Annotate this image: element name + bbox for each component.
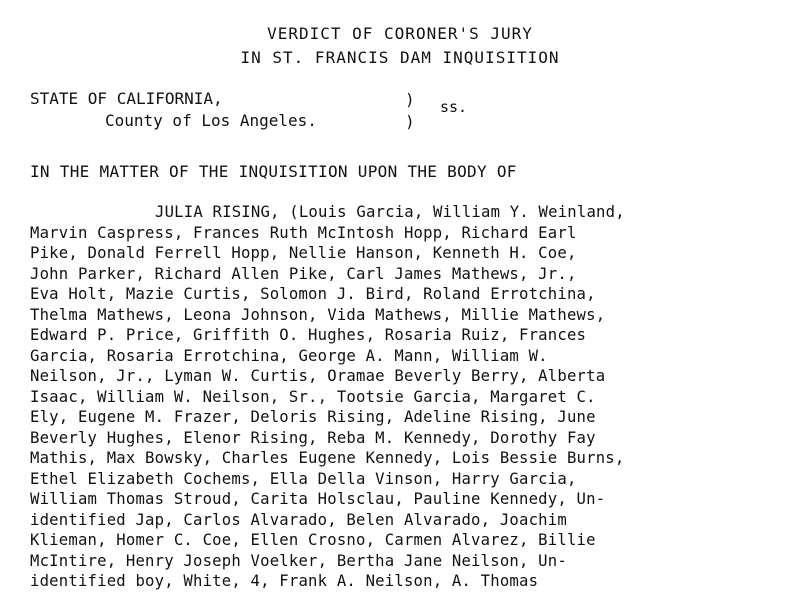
name-line: McIntire, Henry Joseph Voelker, Bertha Jane Neilson, Un- [30,551,567,570]
name-line: Ethel Elizabeth Cochems, Ella Della Vinson, Harry Garcia, [30,469,577,488]
venue-block [30,88,550,132]
venue-county: County of Los Angeles. [105,111,317,130]
name-line: identified Jap, Carlos Alvarado, Belen Alvarado, Joachim [30,510,567,529]
title-line-2: IN ST. FRANCIS DAM INQUISITION [240,48,560,67]
document-title [0,22,800,70]
name-line: identified boy, White, 4, Frank A. Neilson, A. Thomas [30,572,539,590]
name-line: JULIA RISING, (Louis Garcia, William Y. Weinland, [155,203,625,221]
name-line: Mathis, Max Bowsky, Charles Eugene Kennedy, Lois Bessie Burns, [30,449,625,467]
matter-heading: IN THE MATTER OF THE INQUISITION UPON THE BODY OF [30,162,517,181]
title-line-1: VERDICT OF CORONER'S JURY [267,24,533,43]
name-line: John Parker, Richard Allen Pike, Carl James Mathews, Jr., [30,264,577,283]
name-line: Eva Holt, Mazie Curtis, Solomon J. Bird, Roland Errotchina, [30,285,596,303]
name-line: Isaac, William W. Neilson, Sr., Tootsie Garcia, Margaret C. [30,387,596,406]
venue-brace: ) ) [405,90,415,131]
venue-state: STATE OF CALIFORNIA, [30,89,223,108]
name-line: Marvin Caspress, Frances Ruth McIntosh Hopp, Richard Earl [30,223,577,242]
name-line: Thelma Mathews, Leona Johnson, Vida Mathews, Millie Mathews, [30,305,606,324]
name-line: Garcia, Rosaria Errotchina, George A. Mann, William W. [30,346,548,365]
venue-ss: ss. [440,98,468,116]
names-paragraph [30,202,800,592]
name-line: Pike, Donald Ferrell Hopp, Nellie Hanson, Kenneth H. Coe, [30,244,577,262]
name-line: Edward P. Price, Griffith O. Hughes, Rosaria Ruiz, Frances [30,326,587,344]
name-line: Klieman, Homer C. Coe, Ellen Crosno, Carmen Alvarez, Billie [30,531,596,549]
name-line: William Thomas Stroud, Carita Holsclau, Pauline Kennedy, Un- [30,490,606,508]
name-line: Ely, Eugene M. Frazer, Deloris Rising, Adeline Rising, June [30,408,596,426]
name-line: Beverly Hughes, Elenor Rising, Reba M. Kennedy, Dorothy Fay [30,428,596,447]
name-line: Neilson, Jr., Lyman W. Curtis, Oramae Beverly Berry, Alberta [30,367,606,385]
